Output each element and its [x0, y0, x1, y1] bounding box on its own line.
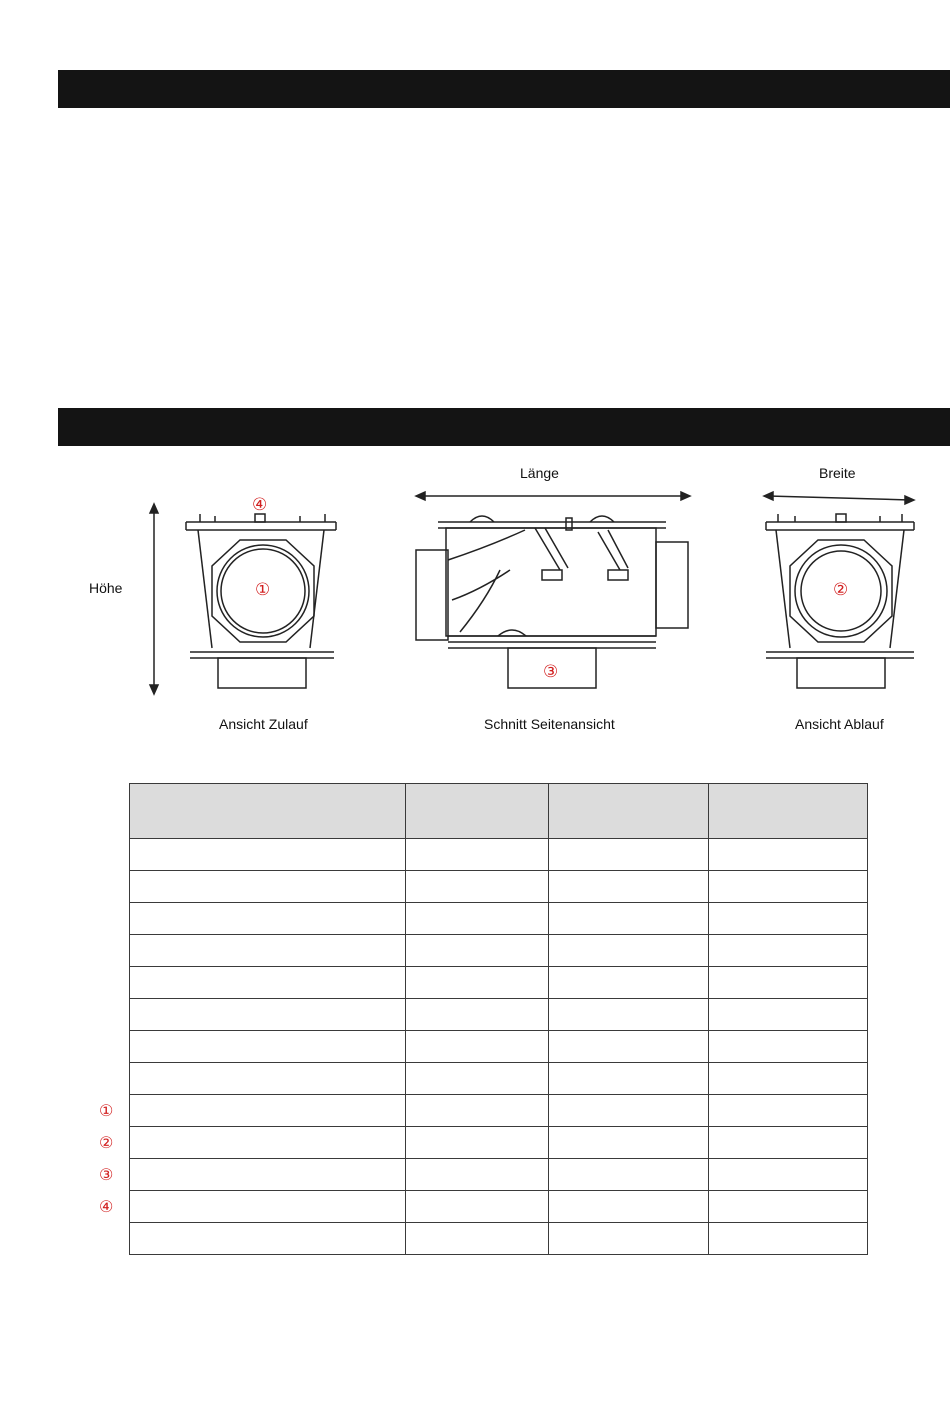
table-cell	[406, 1159, 549, 1191]
table-cell	[130, 1223, 406, 1255]
table-row	[130, 1063, 868, 1095]
table-row	[130, 1191, 868, 1223]
table-row	[130, 1223, 868, 1255]
width-dimension-arrow	[764, 492, 914, 504]
table-cell	[709, 999, 868, 1031]
table-cell	[709, 903, 868, 935]
table-cell	[130, 839, 406, 871]
table-cell	[709, 1031, 868, 1063]
section-view-label: Schnitt Seitenansicht	[484, 716, 615, 732]
row-marker: ④	[99, 1199, 114, 1217]
marker-1: ①	[255, 580, 271, 599]
table-header-row	[130, 784, 868, 839]
marker-4: ④	[252, 495, 268, 514]
table-row	[130, 871, 868, 903]
table-cell	[130, 935, 406, 967]
marker-3: ③	[543, 662, 559, 681]
table-cell	[549, 1031, 709, 1063]
table-header-cell	[709, 784, 868, 839]
marker-2: ②	[833, 580, 849, 599]
table-row	[130, 839, 868, 871]
table-cell	[549, 1127, 709, 1159]
table-cell	[549, 1063, 709, 1095]
specification-table	[129, 783, 868, 1255]
height-label: Höhe	[89, 580, 123, 596]
table-cell	[130, 1031, 406, 1063]
table-row	[130, 1095, 868, 1127]
table-cell	[406, 999, 549, 1031]
table-cell	[709, 839, 868, 871]
table-cell	[549, 839, 709, 871]
table-cell	[406, 1191, 549, 1223]
table-cell	[406, 935, 549, 967]
table-cell	[549, 903, 709, 935]
table-cell	[130, 967, 406, 999]
table-cell	[130, 1095, 406, 1127]
table-cell	[406, 839, 549, 871]
table-cell	[549, 1159, 709, 1191]
table-cell	[709, 871, 868, 903]
table-cell	[130, 871, 406, 903]
drawings-svg	[0, 450, 950, 750]
table-cell	[549, 871, 709, 903]
technical-drawings	[0, 450, 950, 750]
table-header-cell	[406, 784, 549, 839]
table-cell	[130, 1159, 406, 1191]
section-header-bar-1	[58, 70, 950, 108]
table-cell	[549, 1095, 709, 1127]
table-cell	[709, 1159, 868, 1191]
inlet-view-drawing	[186, 514, 336, 688]
outlet-view-drawing	[766, 514, 914, 688]
table-cell	[406, 1095, 549, 1127]
table-cell	[406, 1063, 549, 1095]
table-row	[130, 1031, 868, 1063]
table-cell	[709, 935, 868, 967]
length-label: Länge	[520, 465, 559, 481]
table-row	[130, 1127, 868, 1159]
table-cell	[406, 1223, 549, 1255]
table-cell	[406, 903, 549, 935]
row-marker: ②	[99, 1134, 114, 1152]
width-label: Breite	[819, 465, 856, 481]
table-cell	[549, 1223, 709, 1255]
table-cell	[130, 1063, 406, 1095]
table-cell	[130, 903, 406, 935]
table-cell	[130, 1127, 406, 1159]
table-cell	[406, 967, 549, 999]
table-row	[130, 903, 868, 935]
height-dimension-arrow	[150, 504, 158, 694]
table-cell	[709, 967, 868, 999]
inlet-view-label: Ansicht Zulauf	[219, 716, 308, 732]
table-cell	[406, 1127, 549, 1159]
outlet-view-label: Ansicht Ablauf	[795, 716, 884, 732]
table-header-cell	[130, 784, 406, 839]
table-cell	[709, 1223, 868, 1255]
table-row	[130, 999, 868, 1031]
table-row	[130, 967, 868, 999]
table-row	[130, 1159, 868, 1191]
table-cell	[130, 999, 406, 1031]
table-header-cell	[549, 784, 709, 839]
table-cell	[406, 871, 549, 903]
length-dimension-arrow	[416, 492, 690, 500]
table-cell	[709, 1095, 868, 1127]
table-cell	[549, 999, 709, 1031]
table-cell	[549, 1191, 709, 1223]
section-header-bar-2	[58, 408, 950, 446]
table-cell	[709, 1063, 868, 1095]
row-marker: ①	[99, 1102, 114, 1120]
table-cell	[406, 1031, 549, 1063]
table-cell	[549, 935, 709, 967]
table-row	[130, 935, 868, 967]
table-cell	[130, 1191, 406, 1223]
table-cell	[709, 1191, 868, 1223]
table-cell	[549, 967, 709, 999]
table-cell	[709, 1127, 868, 1159]
row-marker: ③	[99, 1167, 114, 1184]
